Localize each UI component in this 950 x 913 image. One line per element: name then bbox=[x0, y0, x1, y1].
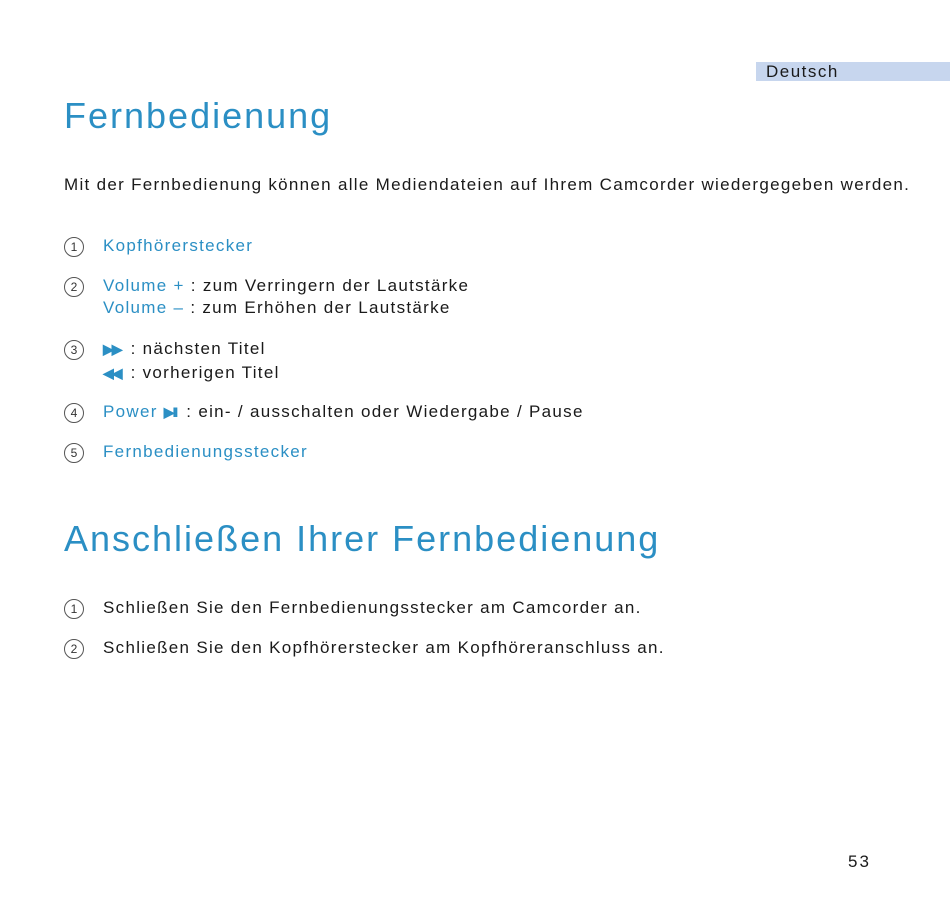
fast-forward-icon: ▶▶ bbox=[103, 341, 121, 357]
item-number: 2 bbox=[64, 639, 84, 659]
section-title-remote: Fernbedienung bbox=[64, 95, 333, 136]
item-label: Volume + bbox=[103, 276, 185, 295]
page-number: 53 bbox=[848, 852, 871, 871]
item-number: 2 bbox=[64, 277, 84, 297]
item-text: Schließen Sie den Fernbedienungsstecker am Camcorder an. bbox=[103, 598, 642, 617]
item-label: Volume – bbox=[103, 298, 185, 317]
item-text: Schließen Sie den Kopfhörerstecker am Kopfhöreranschluss an. bbox=[103, 638, 665, 657]
item-number: 3 bbox=[64, 340, 84, 360]
rewind-icon: ◀◀ bbox=[103, 365, 121, 381]
language-label: Deutsch bbox=[766, 62, 839, 81]
item-label: Power bbox=[103, 402, 158, 421]
item-text: : zum Erhöhen der Lautstärke bbox=[190, 298, 451, 317]
section-title-connect: Anschließen Ihrer Fernbedienung bbox=[64, 518, 661, 559]
item-label: Kopfhörerstecker bbox=[103, 236, 254, 255]
item-label: Fernbedienungsstecker bbox=[103, 442, 308, 461]
intro-text: Mit der Fernbedienung können alle Mediendateien auf Ihrem Camcorder wiedergegeben werden. bbox=[64, 175, 911, 194]
item-number: 1 bbox=[64, 237, 84, 257]
item-text: : ein- / ausschalten oder Wiedergabe / Pause bbox=[186, 402, 584, 421]
item-number: 4 bbox=[64, 403, 84, 423]
item-number: 5 bbox=[64, 443, 84, 463]
item-text: : vorherigen Titel bbox=[130, 363, 280, 382]
item-number: 1 bbox=[64, 599, 84, 619]
play-pause-icon: ▶II bbox=[163, 404, 177, 420]
item-text: : zum Verringern der Lautstärke bbox=[190, 276, 470, 295]
item-text: : nächsten Titel bbox=[130, 339, 266, 358]
